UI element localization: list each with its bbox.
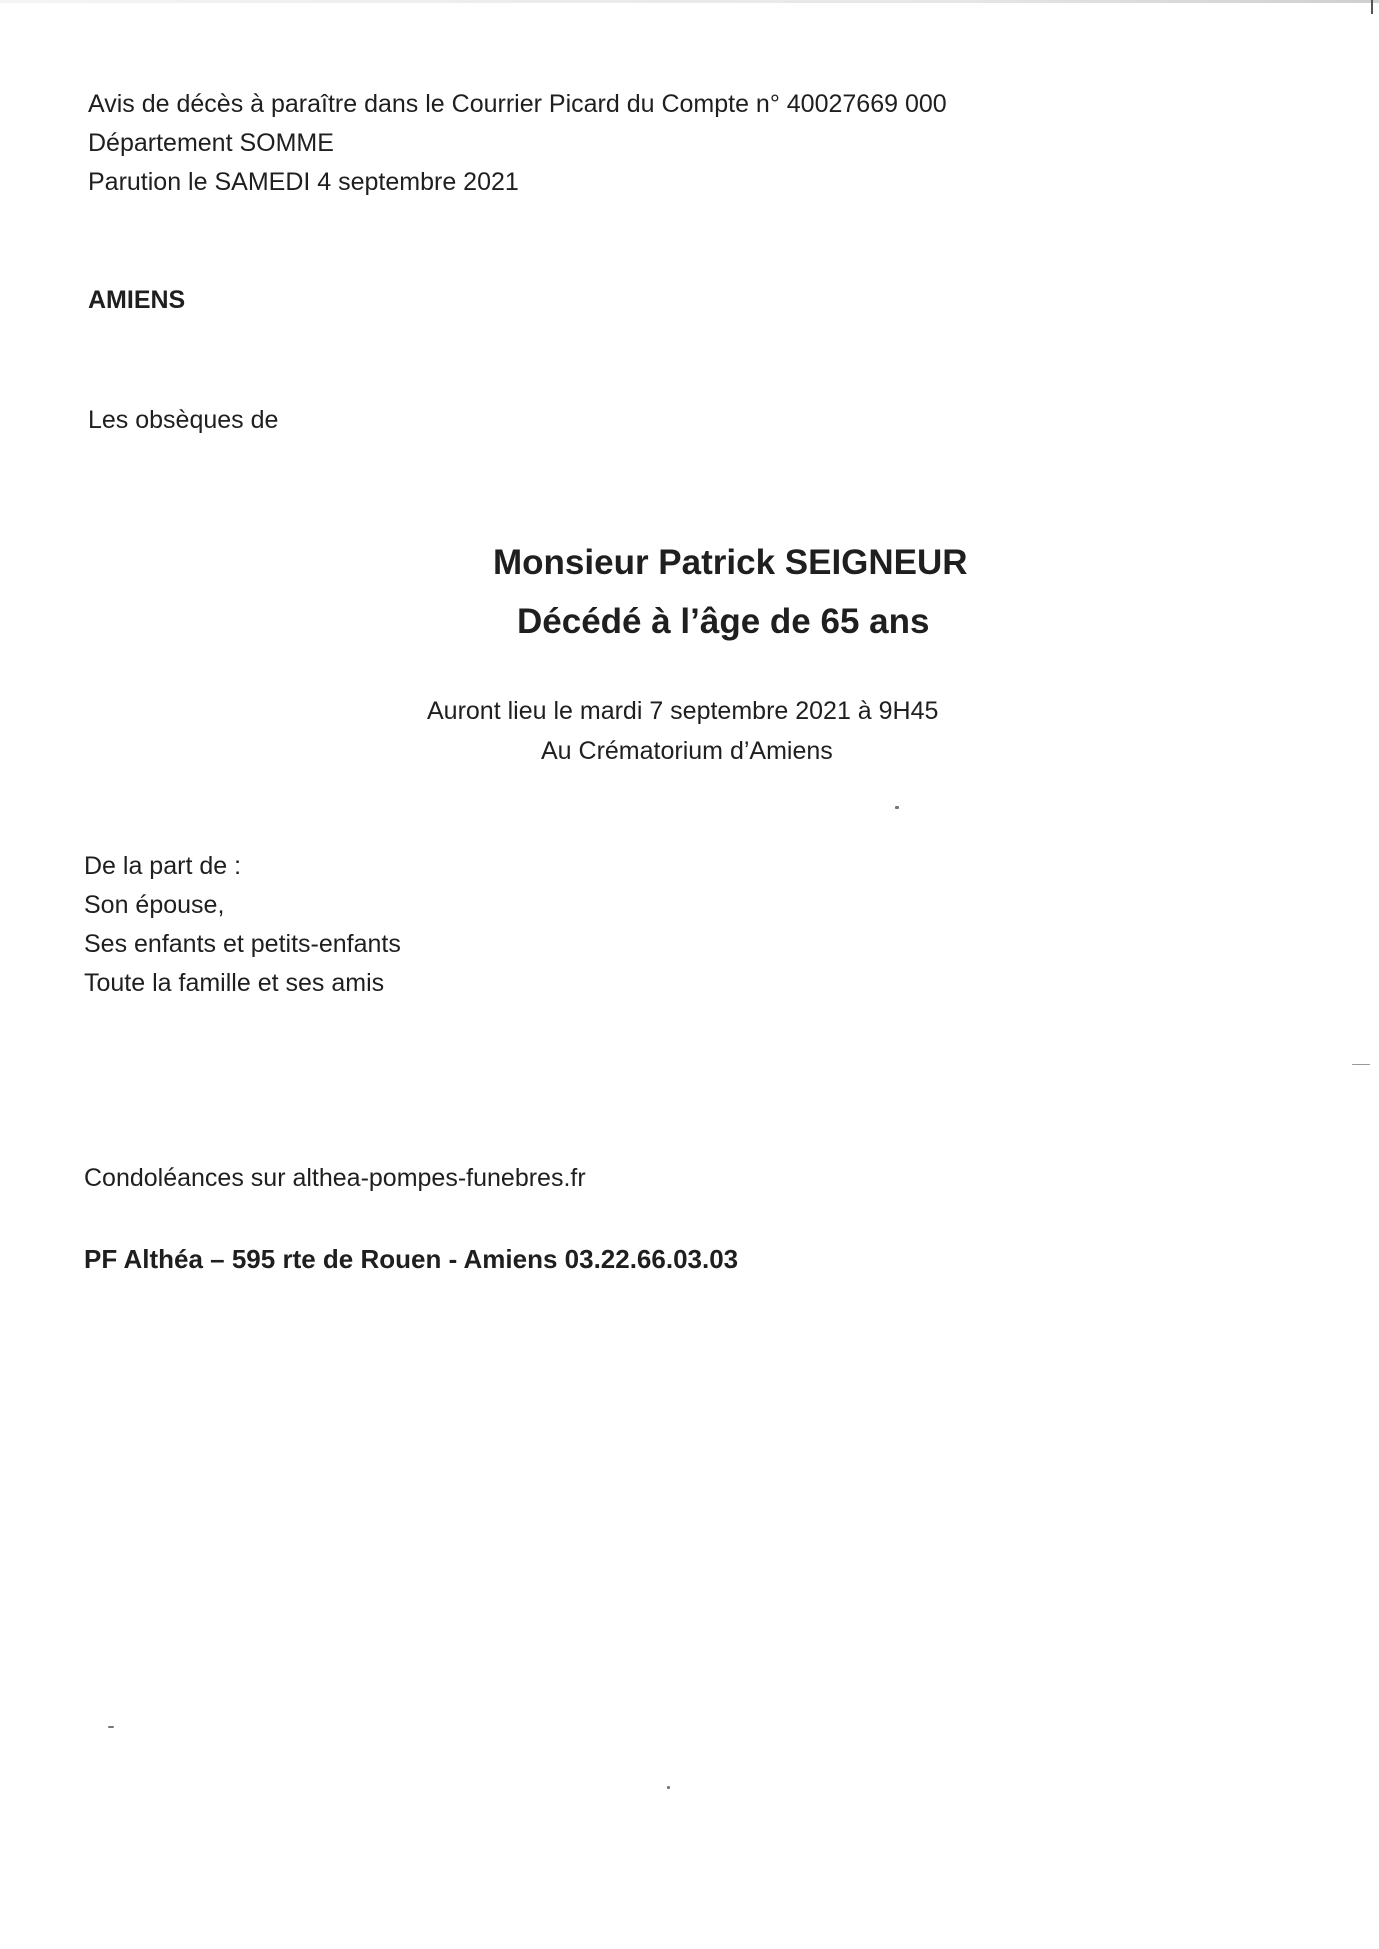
deceased-age: Décédé à l’âge de 65 ans bbox=[517, 602, 930, 641]
header-line-3: Parution le SAMEDI 4 septembre 2021 bbox=[88, 168, 519, 196]
scan-edge bbox=[0, 0, 1379, 3]
header-line-2: Département SOMME bbox=[88, 129, 334, 157]
intro-text: Les obsèques de bbox=[88, 406, 279, 434]
header-line-1: Avis de décès à paraître dans le Courrier Picard du Compte n° 40027669 000 bbox=[88, 90, 947, 118]
condolences-text: Condoléances sur althea-pompes-funebres.fr bbox=[84, 1164, 586, 1192]
deceased-name: Monsieur Patrick SEIGNEUR bbox=[493, 543, 968, 582]
family-line: Toute la famille et ses amis bbox=[84, 969, 385, 997]
city-heading: AMIENS bbox=[88, 286, 186, 314]
scan-speck bbox=[108, 1726, 114, 1728]
funeral-home-footer: PF Althéa – 595 rte de Rouen - Amiens 03.22.66.03.03 bbox=[84, 1244, 739, 1274]
scan-speck bbox=[895, 806, 899, 809]
scan-speck bbox=[667, 1786, 670, 1789]
ceremony-place: Au Crématorium d’Amiens bbox=[541, 737, 833, 765]
scan-corner-mark bbox=[1371, 0, 1373, 14]
scan-speck bbox=[1352, 1064, 1370, 1065]
family-line: Son épouse, bbox=[84, 891, 225, 919]
family-line: Ses enfants et petits-enfants bbox=[84, 930, 401, 958]
ceremony-date: Auront lieu le mardi 7 septembre 2021 à 9H45 bbox=[427, 697, 939, 725]
family-heading: De la part de : bbox=[84, 852, 242, 880]
